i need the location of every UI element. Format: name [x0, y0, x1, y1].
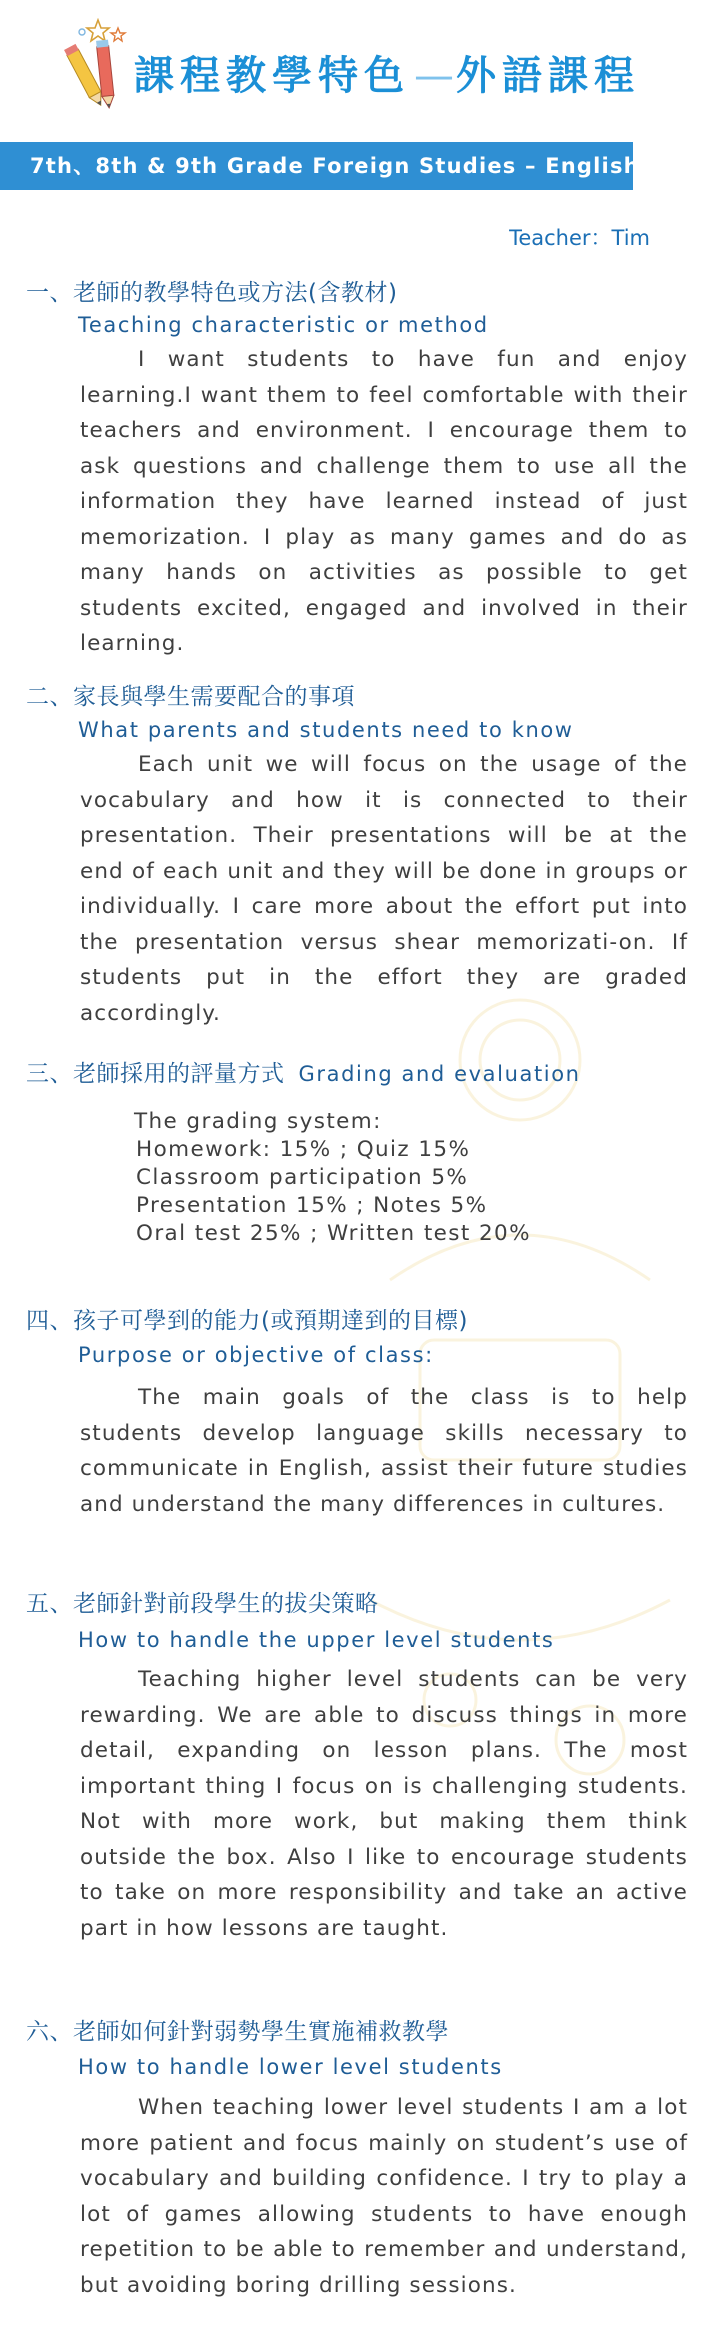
section-english-heading: What parents and students need to know [78, 718, 574, 742]
title-left: 課程教學特色 [134, 53, 410, 99]
section-english-heading: Grading and evaluation [298, 1062, 581, 1086]
grading-line: Oral test 25% ; Written test 20% [136, 1221, 531, 1246]
pencils-stars-icon [58, 18, 146, 110]
paragraph: I want students to have fun and enjoy learning.I want them to feel comfortable with their teachers and environment. I encourage them to ask questions and challenge them to use all the information they have learned instead of just memorization. I play as many games and do as many hands on activities as possible to get students excited, engaged and involved in their learning. [80, 347, 688, 656]
section-body [80, 2090, 688, 2303]
section-heading: 四、孩子可學到的能力(或預期達到的目標) [26, 1308, 468, 1334]
section-heading-zh: 三、老師採用的評量方式 [26, 1061, 285, 1087]
grading-list [134, 1108, 531, 1248]
grading-line: Classroom participation 5% [136, 1165, 469, 1190]
title-dash: — [414, 53, 452, 99]
section-heading [26, 1055, 581, 1088]
section-body [80, 1380, 688, 1522]
section-heading: 一、老師的教學特色或方法(含教材) [26, 280, 398, 306]
section-body [80, 747, 688, 1031]
section-body [80, 1662, 688, 1946]
paragraph: Teaching higher level students can be very rewarding. We are able to discuss things in more detail, expanding on lesson plans. The most important thing I focus on is challenging students. Not with more work, but making them think outside the box. Also I like to encourage students to take on more responsibility and take an active part in how lessons are taught. [80, 1667, 688, 1941]
section-english-heading: Purpose or objective of class: [78, 1343, 434, 1367]
teacher-name: Teacher：Tim [509, 226, 650, 250]
grading-line: Homework: 15% ; Quiz 15% [136, 1137, 471, 1162]
grading-line: Presentation 15% ; Notes 5% [136, 1193, 488, 1218]
section-english-heading: How to handle the upper level students [78, 1628, 555, 1652]
grade-banner: 7th、8th & 9th Grade Foreign Studies – English [0, 142, 633, 190]
section-english-heading: Teaching characteristic or method [78, 313, 489, 337]
grading-line: The grading system: [134, 1109, 382, 1134]
section-heading: 六、老師如何針對弱勢學生實施補救教學 [26, 2019, 449, 2045]
paragraph: The main goals of the class is to help students develop language skills necessary to communicate in English, assist their future studies and understand the many differences in cultures. [80, 1385, 688, 1517]
page-title [134, 44, 640, 101]
section-heading: 五、老師針對前段學生的拔尖策略 [26, 1591, 379, 1617]
section-heading: 二、家長與學生需要配合的事項 [26, 684, 355, 710]
title-right: 外語課程 [456, 53, 640, 99]
section-english-heading: How to handle lower level students [78, 2055, 503, 2079]
paragraph: When teaching lower level students I am a lot more patient and focus mainly on student’s use of vocabulary and building confidence. I try to play a lot of games allowing students to have enough repetition to be able to remember and understand, but avoiding boring drilling sessions. [80, 2095, 688, 2298]
page-header [0, 0, 706, 250]
paragraph: Each unit we will focus on the usage of the vocabulary and how it is connected to their presentation. Their presentations will be at the end of each unit and they will be done in groups or individually. I care more about the effort put into the presentation versus shear memorizati-on. If students put in the effort they are graded accordingly. [80, 752, 688, 1026]
section-body [80, 342, 688, 662]
